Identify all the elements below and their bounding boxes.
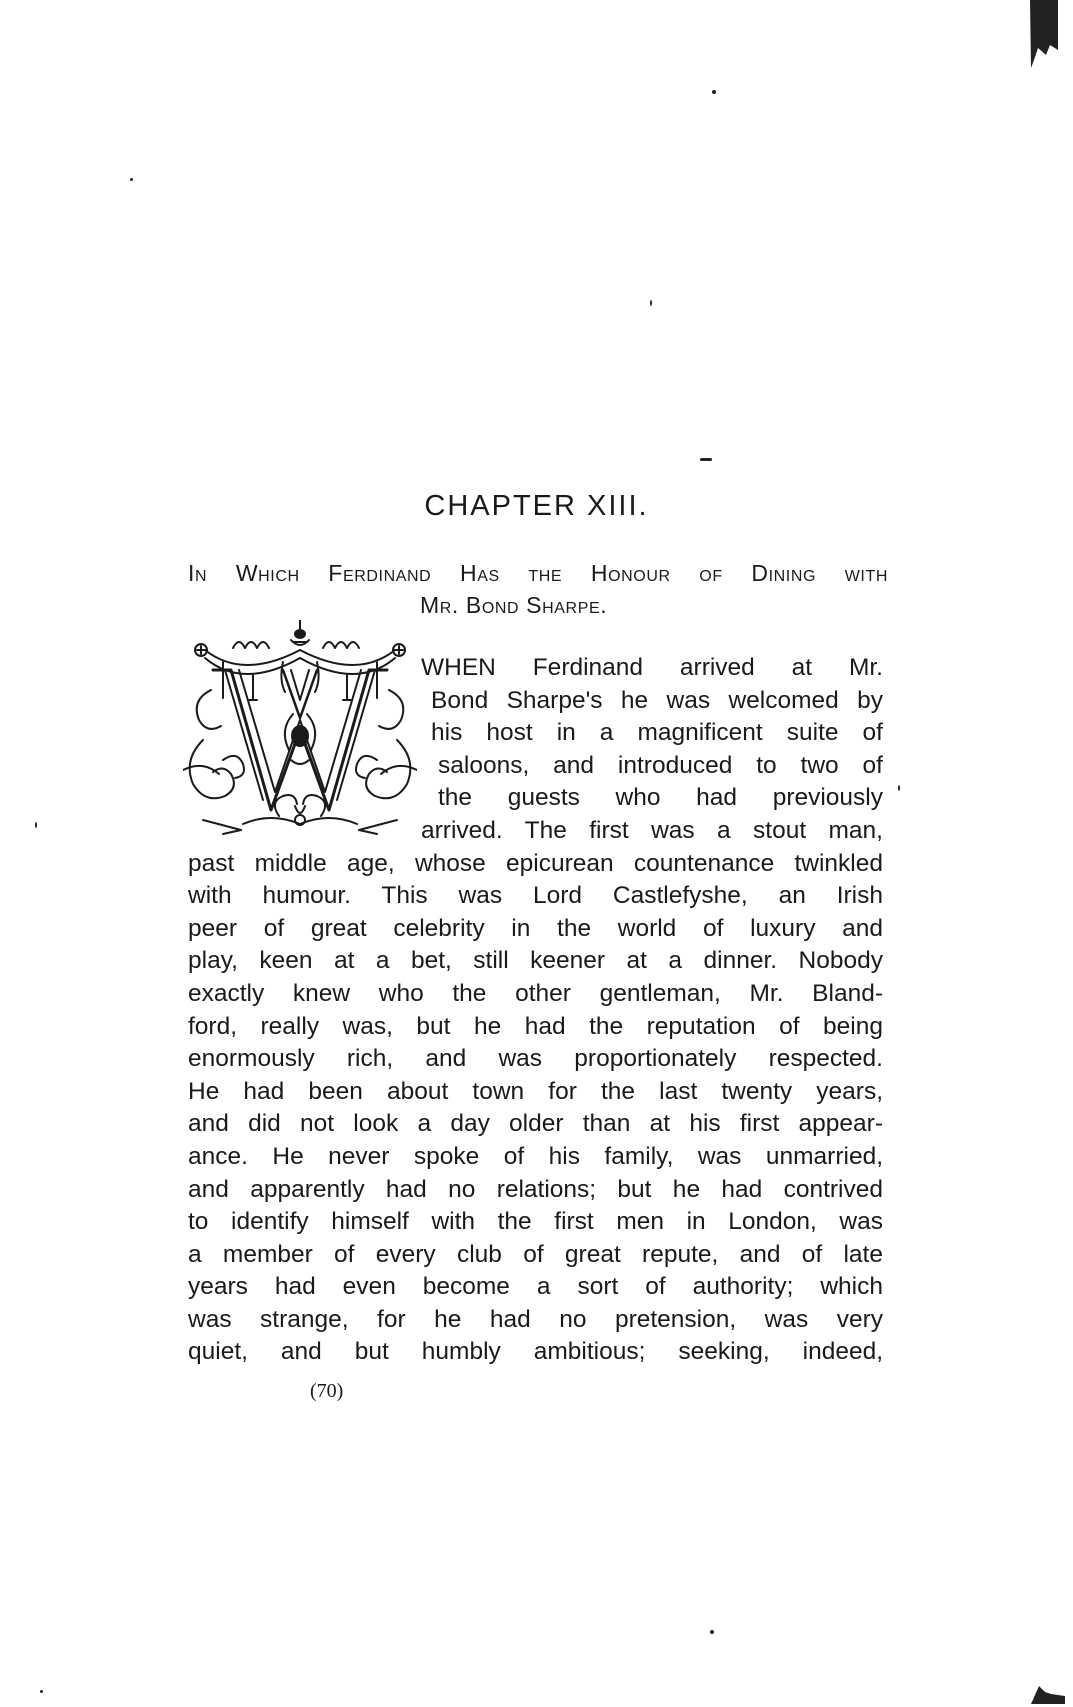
chapter-subtitle-line: Mr. Bond Sharpe. [420,592,608,618]
text-line: Bond Sharpe's he was welcomed by [431,686,883,714]
page-number: (70) [310,1380,344,1402]
scan-speck [35,822,37,828]
text-line: with humour. This was Lord Castlefyshe, an Irish [188,882,883,910]
text-line: WHEN Ferdinand arrived at Mr. [421,654,883,681]
text-line: the guests who had previously [438,784,883,812]
scan-speck [712,90,716,94]
body-text [188,652,883,1369]
text-line: exactly knew who the other gentleman, Mr. Bland- [188,979,883,1007]
scan-speck [650,300,652,306]
text-line: a member of every club of great repute, and of late [188,1240,883,1268]
text-line: ance. He never spoke of his family, was unmarried, [188,1142,883,1170]
text-line: was strange, for he had no pretension, was very [188,1305,883,1333]
text-line: saloons, and introduced to two of [438,751,883,779]
scan-speck [710,1630,714,1634]
text-line: his host in a magnificent suite of [431,719,883,747]
chapter-subtitle [188,557,888,621]
text-line: ford, really was, but he had the reputation of being [188,1012,883,1040]
text-line: enormously rich, and was proportionately respected. [188,1045,883,1073]
scan-speck [700,458,712,461]
text-line: to identify himself with the first men in London, was [188,1208,883,1236]
scan-edge-mark [1028,0,1058,68]
text-line: years had even become a sort of authority; which [188,1273,883,1301]
text-line: quiet, and but humbly ambitious; seeking, indeed, [188,1338,883,1366]
chapter-subtitle-line: In Which Ferdinand Has the Honour of Dining with [188,560,888,586]
scan-speck [898,785,900,791]
text-line: arrived. The first was a stout man, [421,816,883,844]
text-line: play, keen at a bet, still keener at a dinner. Nobody [188,947,883,975]
text-line: past middle age, whose epicurean countenance twinkled [188,849,883,877]
scan-speck [40,1690,43,1693]
text-line: He had been about town for the last twenty years, [188,1077,883,1105]
scan-edge-mark [1031,1680,1065,1704]
text-line: peer of great celebrity in the world of luxury and [188,914,883,942]
text-line: and apparently had no relations; but he had contrived [188,1175,883,1203]
text-line: and did not look a day older than at his first appear- [188,1110,883,1138]
scan-speck [130,178,133,181]
chapter-heading: CHAPTER XIII. [424,490,649,522]
